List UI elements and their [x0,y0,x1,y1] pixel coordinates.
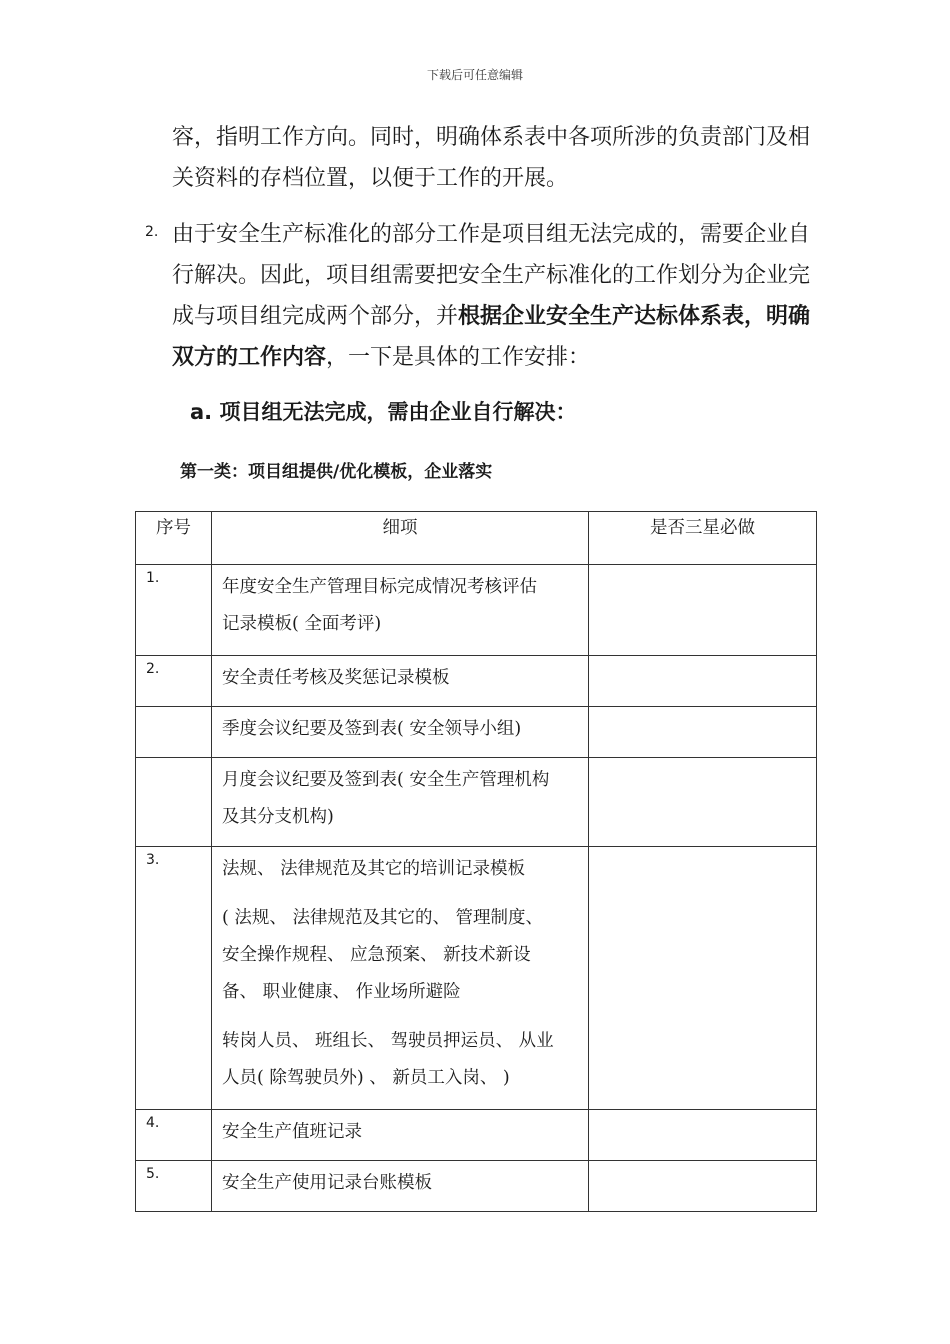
detail-line: 安全操作规程、 应急预案、 新技术新设 [222,945,531,965]
detail-line: 法规、 法律规范及其它的培训记录模板 [222,859,526,879]
row-number: 1. [136,565,212,656]
table-row [136,1110,817,1161]
row-three-star [589,758,817,847]
row-three-star [589,656,817,707]
table-row [136,758,817,847]
row-number [136,758,212,847]
subheading-a: a. 项目组无法完成，需由企业自行解决： [190,400,577,424]
row-number: 3. [136,847,212,1110]
detail-line: 转岗人员、 班组长、 驾驶员押运员、 从业 [222,1031,554,1051]
detail-line: 安全责任考核及奖惩记录模板 [222,668,450,688]
row-three-star [589,565,817,656]
row-number: 2. [136,656,212,707]
subheading-category-1: 第一类：项目组提供/优化模板，企业落实 [180,462,493,482]
row-three-star [589,847,817,1110]
row-detail [212,707,589,758]
header-item: 细项 [212,512,589,565]
detail-line: 安全生产值班记录 [222,1122,362,1142]
detail-line: 年度安全生产管理目标完成情况考核评估 [222,577,537,597]
header-three-star: 是否三星必做 [589,512,817,565]
detail-line: 安全生产使用记录台账模板 [222,1173,432,1193]
table-row [136,847,817,1110]
row-detail [212,1110,589,1161]
row-number: 4. [136,1110,212,1161]
row-three-star [589,707,817,758]
paragraph-continuation: 容，指明工作方向。同时，明确体系表中各项所涉的负责部门及相关资料的存档位置，以便于工作的开展。 [172,125,811,191]
list-number: 2. [145,224,159,240]
task-table [135,511,817,1212]
row-number: 5. [136,1161,212,1212]
detail-line: 季度会议纪要及签到表( 安全领导小组) [222,719,522,739]
paragraph-item-2 [172,214,822,378]
detail-line: 及其分支机构) [222,807,334,827]
detail-line: 备、 职业健康、 作业场所避险 [222,982,461,1002]
header-seq: 序号 [136,512,212,565]
row-detail [212,758,589,847]
table-row [136,1161,817,1212]
row-detail [212,847,589,1110]
detail-line: 人员( 除驾驶员外) 、 新员工入岗、 ) [222,1068,510,1088]
row-number [136,707,212,758]
row-three-star [589,1110,817,1161]
detail-line: 记录模板( 全面考评) [222,614,382,634]
table-row [136,565,817,656]
table-row [136,656,817,707]
detail-line: 月度会议纪要及签到表( 安全生产管理机构 [222,770,550,790]
row-detail [212,565,589,656]
table-row [136,707,817,758]
detail-line: ( 法规、 法律规范及其它的、 管理制度、 [222,908,544,928]
row-three-star [589,1161,817,1212]
page-header: 下载后可任意编辑 [426,68,523,82]
item2-text-bold: 根据企业安全生产达标体系表，明确双方的工作内容 [172,304,811,370]
row-detail [212,656,589,707]
item2-text-a: 由于安全生产标准化的部分工作是项目组无法完成的，需要企业自行解决。因此，项目组需要把安全生产标准化的工作划分为企业完成与项目组完成两个部分，并 [172,222,811,329]
table-header-row [136,512,817,565]
row-detail [212,1161,589,1212]
item2-text-b: ，一下是具体的工作安排： [326,345,591,370]
